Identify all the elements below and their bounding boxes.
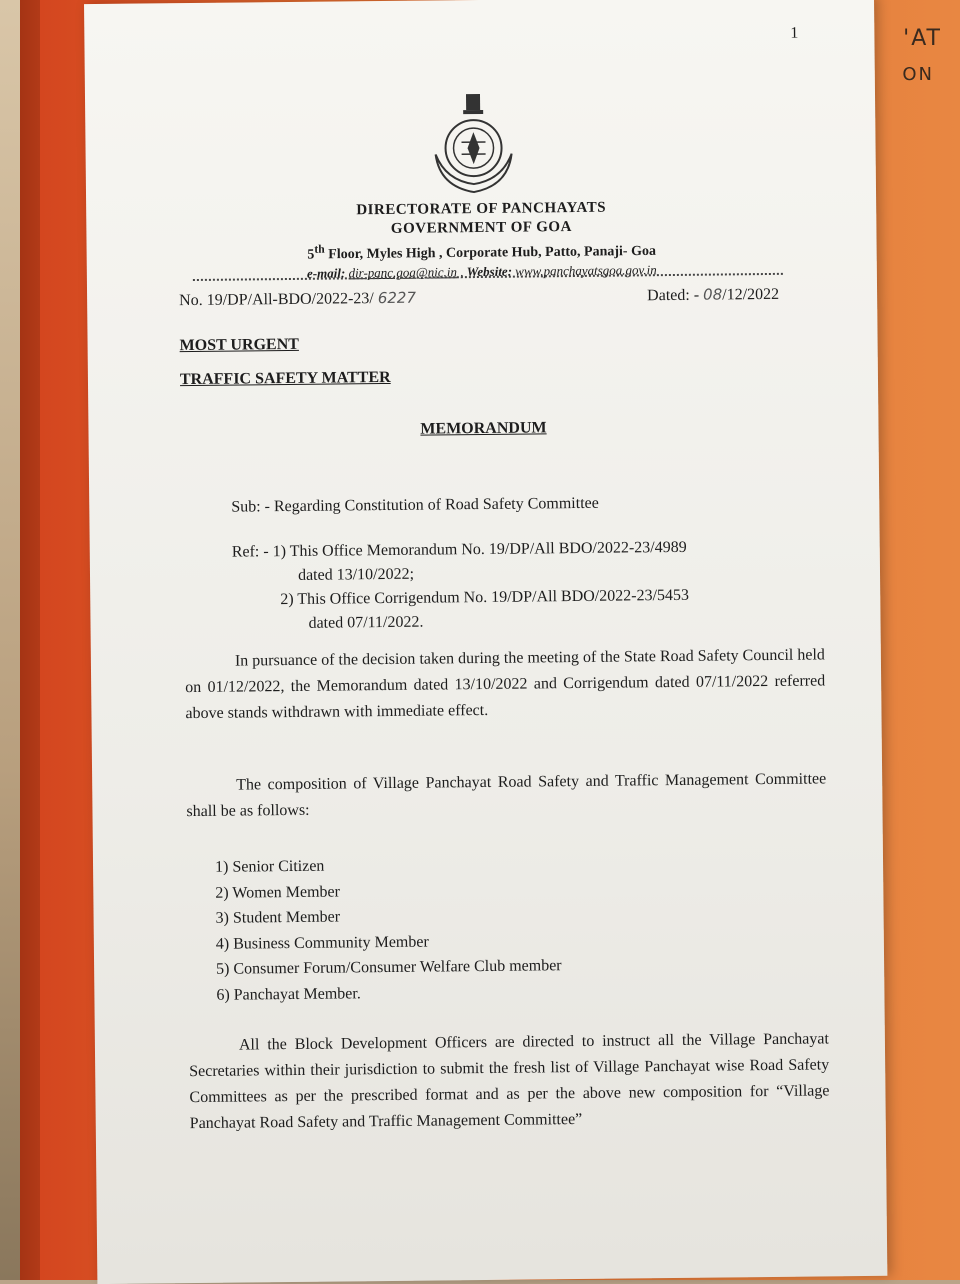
page-number: 1 — [790, 24, 799, 42]
list-item: 5) Consumer Forum/Consumer Welfare Club member — [216, 957, 562, 978]
letterhead — [86, 196, 877, 284]
list-item: 4) Business Community Member — [215, 933, 429, 953]
memorandum-page — [84, 0, 887, 1284]
references — [232, 536, 690, 637]
folder-handwriting-1: 'AT — [903, 26, 942, 51]
list-item: 2) Women Member — [215, 883, 341, 902]
list-item: 6) Panchayat Member. — [216, 984, 361, 1004]
ref-2: 2) This Office Corrigendum No. 19/DP/All BDO/2022-23/5453 — [280, 586, 690, 609]
org-name: DIRECTORATE OF PANCHAYATS — [356, 199, 607, 219]
dated: Dated: - 08/12/2022 — [647, 285, 780, 305]
most-urgent-label: MOST URGENT — [179, 335, 299, 355]
government-of-goa-emblem-icon — [425, 92, 522, 201]
paragraph-1: In pursuance of the decision taken during the meeting of the State Road Safety Council held on 01/12/2022, the Memorandum dated 13/10/2022 and Corrigendum dated 07/11/2022 referred above stands withdrawn with immediate effect. — [185, 646, 826, 723]
paragraph-3: All the Block Development Officers are directed to instruct all the Village Panchayat Secretaries within their jurisdiction to submit the fresh list of Village Panchayat wise Road Safety Committees as per the prescribed format and as per the above new composition for “Village Panchayat Road Safety and Traffic Management Committee” — [189, 1030, 830, 1133]
list-item: 3) Student Member — [215, 908, 341, 927]
email-link[interactable]: dir-panc.goa@nic.in — [348, 263, 458, 281]
ref-1: Ref: - 1) This Office Memorandum No. 19/DP/All BDO/2022-23/4989 — [231, 538, 687, 561]
contact-line: e-mail: dir-panc.goa@nic.in , Website: www.panchayatsgoa.gov.in — [306, 261, 657, 281]
website-link[interactable]: www.panchayatsgoa.gov.in — [515, 261, 657, 279]
memorandum-title: MEMORANDUM — [420, 419, 547, 438]
gov-name: GOVERNMENT OF GOA — [390, 219, 572, 237]
paragraph-2: The composition of Village Panchayat Road Safety and Traffic Management Committee shall be as follows: — [186, 770, 827, 821]
ref-no-handwritten: 6227 — [377, 288, 417, 308]
folder-handwriting-2: ON — [902, 64, 934, 85]
ref-1-date: dated 13/10/2022; — [297, 565, 415, 584]
address: 5th Floor, Myles High , Corporate Hub, Patto, Panaji- Goa — [307, 242, 657, 263]
reference-number-line — [179, 285, 779, 310]
ref-2-date: dated 07/11/2022. — [308, 613, 424, 632]
traffic-safety-label: TRAFFIC SAFETY MATTER — [179, 368, 391, 389]
ref-no: No. 19/DP/All-BDO/2022-23/ — [179, 290, 374, 310]
subject-line: Sub: - Regarding Constitution of Road Safety Committee — [231, 494, 599, 516]
list-item: 1) Senior Citizen — [214, 857, 325, 876]
committee-members-list — [215, 851, 562, 1008]
